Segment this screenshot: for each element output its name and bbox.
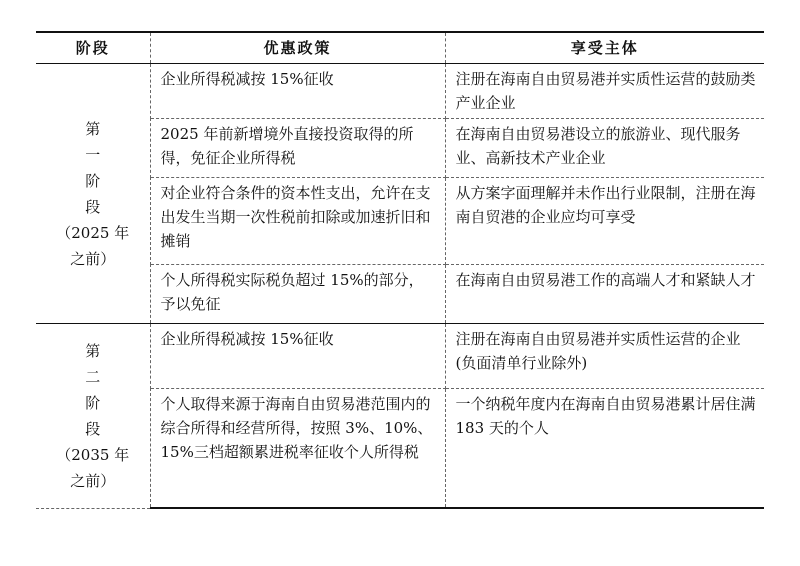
stage-label-line: 阶 — [85, 393, 101, 412]
stage-label-line: 一 — [85, 145, 101, 164]
policy-cell: 2025 年前新增境外直接投资取得的所得，免征企业所得税 — [150, 119, 445, 178]
beneficiary-cell: 一个纳税年度内在海南自由贸易港累计居住满 183 天的个人 — [445, 389, 764, 509]
header-stage: 阶段 — [36, 32, 150, 64]
header-beneficiary: 享受主体 — [445, 32, 764, 64]
beneficiary-cell: 在海南自由贸易港工作的高端人才和紧缺人才 — [445, 265, 764, 324]
beneficiary-cell: 注册在海南自由贸易港并实质性运营的企业(负面清单行业除外) — [445, 324, 764, 389]
stage-label-line: 段 — [85, 197, 101, 216]
stage-label-line: 之前） — [70, 249, 116, 268]
policy-cell: 对企业符合条件的资本性支出，允许在支出发生当期一次性税前扣除或加速折旧和摊销 — [150, 178, 445, 265]
stage-label-line: 阶 — [85, 171, 101, 190]
policy-cell: 企业所得税减按 15%征收 — [150, 64, 445, 119]
header-row — [36, 32, 764, 64]
stage-label-line: 段 — [85, 419, 101, 438]
stage-label-line: 第 — [85, 341, 101, 360]
stage-label-line: （2035 年 — [56, 445, 130, 464]
stage-label-line: 第 — [85, 119, 101, 138]
beneficiary-cell: 从方案字面理解并未作出行业限制，注册在海南自贸港的企业应均可享受 — [445, 178, 764, 265]
table-row — [36, 64, 764, 119]
beneficiary-cell: 注册在海南自由贸易港并实质性运营的鼓励类产业企业 — [445, 64, 764, 119]
stage-label-line: 二 — [85, 367, 101, 386]
header-policy: 优惠政策 — [150, 32, 445, 64]
stage-label-line: 之前） — [70, 471, 116, 490]
stage-two-cell — [36, 324, 150, 509]
policy-cell: 个人所得税实际税负超过 15%的部分，予以免征 — [150, 265, 445, 324]
policy-cell: 个人取得来源于海南自由贸易港范围内的综合所得和经营所得，按照 3%、10%、15%三档超额累进税率征收个人所得税 — [150, 389, 445, 509]
policy-cell: 企业所得税减按 15%征收 — [150, 324, 445, 389]
table-row — [36, 324, 764, 389]
stage-one-cell — [36, 64, 150, 324]
stage-label-line: （2025 年 — [56, 223, 130, 242]
policy-table — [36, 31, 764, 509]
beneficiary-cell: 在海南自由贸易港设立的旅游业、现代服务业、高新技术产业企业 — [445, 119, 764, 178]
